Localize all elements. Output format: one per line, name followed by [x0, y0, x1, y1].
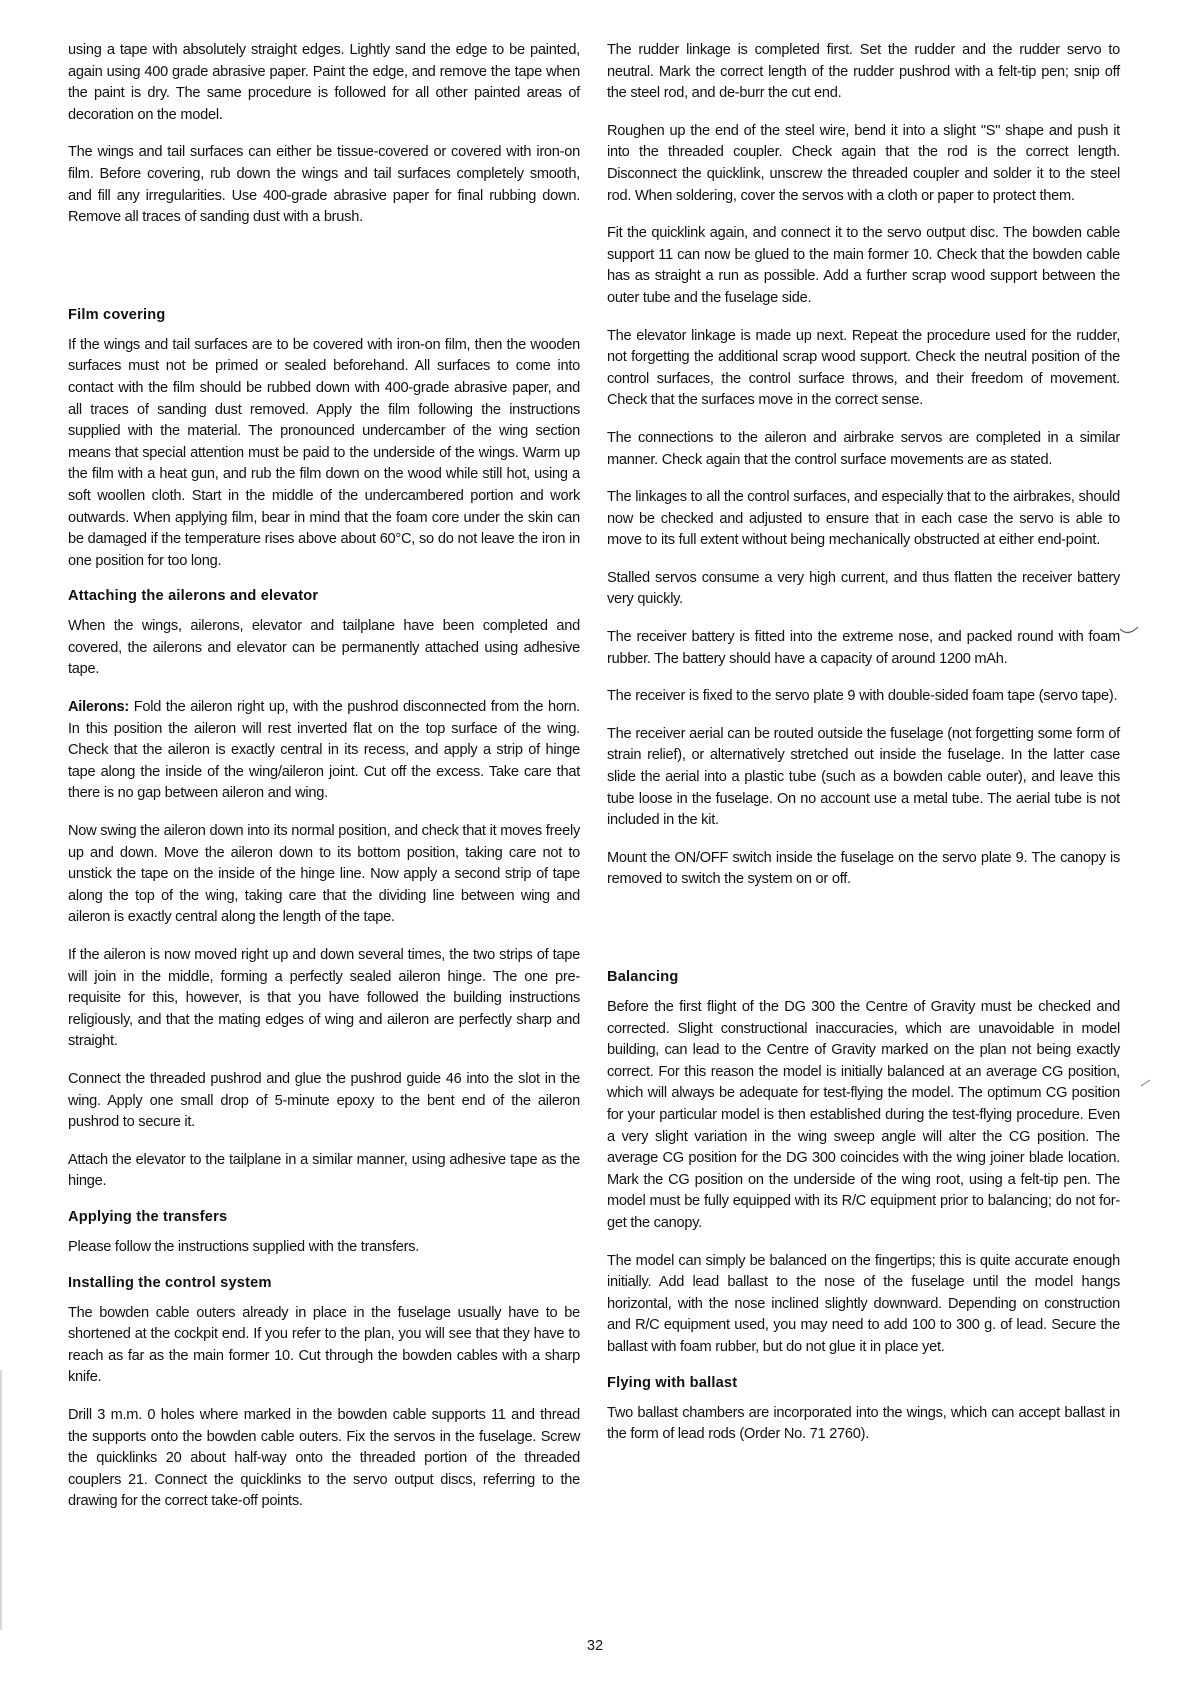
- paragraph-transfers: Please follow the instructions supplied with the transfers.: [68, 1238, 420, 1255]
- paragraph-balancing-cg: Before the first flight of the DG 300 the Centre of Gravity must be checked and corrected. Slight constructional inaccuracies, which are unavoidable in model building, can lead to the Centre of Gravity marked on the plan not being exactly correct. For this reason the model is initially balanced at an average CG position, which will always be adequate for test-flying the model. The optimum CG position for your particular model is then established during the test-flying procedure. Even a very slight variation in the wing sweep angle will alter the CG position. The average CG position for the DG 300 coincides with the wing joiner blade location. Mark the CG position on the underside of the wing root, using a felt-tip pen. The model must be fully equipped with its R/C equipment prior to balancing; do not for-get the canopy.: [607, 999, 1120, 1231]
- heading-installing-control: Installing the control system: [68, 1274, 272, 1291]
- paragraph-ailerons: [68, 697, 580, 805]
- paragraph-ballast-chambers: Two ballast chambers are incorporated into the wings, which can accept ballast in the form of lead rods (Order No. 71 2760).: [607, 1404, 1120, 1443]
- page-number: 32: [586, 1638, 604, 1654]
- paragraph-film-covering: If the wings and tail surfaces are to be covered with iron-on film, then the wooden surfaces must not be primed or sealed beforehand. All surfaces to come into contact with the film should be rubbed down with 400-grade abrasive paper, and all traces of sanding dust removed. Apply the film following the instructions supplied with the material. The pronounced undercamber of the wing section means that special attention must be paid to the underside of the wings. Warm up the film with a heat gun, and rub the film down on the wood while still hot, using a soft woollen cloth. Start in the middle of the undercambered portion and work outwards. When applying film, bear in mind that the foam core under the skin can be damaged if the temperature rises above about 60°C, so do not leave the iron in one position for too long.: [68, 336, 580, 569]
- pencil-mark: [1118, 625, 1140, 639]
- paragraph-switch: Mount the ON/OFF switch inside the fuselage on the servo plate 9. The canopy is removed to switch the system on or off.: [607, 849, 1120, 888]
- heading-flying-ballast: Flying with ballast: [607, 1374, 738, 1391]
- paragraph-aerial: The receiver aerial can be routed outside the fuselage (not forgetting some form of strain relief), or alternatively stretched out inside the fuselage. In the latter case slide the aerial into a plastic tube (such as a bowden cable outer), and leave this tube loose in the fuselage. On no account use a metal tube. The aerial tube is not included in the kit.: [607, 725, 1120, 829]
- paragraph-painting: using a tape with absolutely straight edges. Lightly sand the edge to be painted, again using 400 grade abrasive paper. Paint the edge, and remove the tape when the paint is dry. The same procedure is followed for all other painted areas of decoration on the model.: [68, 42, 580, 123]
- pencil-mark: [1140, 1078, 1152, 1088]
- ailerons-label: Ailerons:: [68, 699, 129, 716]
- paragraph-elevator-linkage: The elevator linkage is made up next. Repeat the procedure used for the rudder, not forgetting the additional scrap wood support. Check the neutral position of the control surfaces, the control surface throws, and their freedom of movement. Check that the surfaces move in the correct sense.: [607, 327, 1120, 409]
- paragraph-receiver: The receiver is fixed to the servo plate 9 with double-sided foam tape (servo tape).: [607, 688, 1118, 705]
- paragraph-linkage-check: The linkages to all the control surfaces, and especially that to the airbrakes, should now be checked and adjusted to ensure that in each case the servo is able to move to its full extent without being mechanically obstructed at either end-point.: [607, 489, 1120, 549]
- paragraph-covering-prep: The wings and tail surfaces can either be tissue-covered or covered with iron-on film. Before covering, rub down the wings and tail surfaces completely smooth, and fill any irregularities. Use 400-grade abrasive paper for final rubbing down. Remove all traces of sanding dust with a brush.: [68, 144, 580, 226]
- paragraph-rudder-linkage: The rudder linkage is completed first. Set the rudder and the rudder servo to neutral. Mark the correct length of the rudder pushrod with a felt-tip pen; snip off the steel rod, and de-burr the cut end.: [607, 42, 1120, 102]
- binding-shadow: [0, 1370, 2, 1630]
- paragraph-receiver-battery: The receiver battery is fitted into the extreme nose, and packed round with foam rubber. The battery should have a capacity of around 1200 mAh.: [607, 629, 1120, 667]
- paragraph-attaching: When the wings, ailerons, elevator and tailplane have been completed and covered, the ailerons and elevator can be permanently attached using adhesive tape.: [68, 618, 580, 678]
- paragraph-swing-aileron: Now swing the aileron down into its normal position, and check that it moves freely up and down. Move the aileron down to its bottom position, taking care not to unstick the tape on the inside of the hinge line. Now apply a second strip of tape along the top of the wing, taking care that the dividing line between wing and aileron is exactly central along the length of the tape.: [68, 823, 580, 926]
- paragraph-pushrod: Connect the threaded pushrod and glue the pushrod guide 46 into the slot in the wing. Apply one small drop of 5-minute epoxy to the bent end of the aileron pushrod to secure it.: [68, 1070, 580, 1131]
- heading-attaching-ailerons: Attaching the ailerons and elevator: [68, 588, 319, 605]
- left-column: [68, 40, 580, 1529]
- paragraph-drill-holes: Drill 3 m.m. 0 holes where marked in the bowden cable supports 11 and thread the supports onto the bowden cable outers. Fix the servos in the fuselage. Screw the quicklinks 20 about half-way onto the threaded portion of the threaded couplers 21. Connect the quicklinks to the servo output discs, referring to the drawing for the correct take-off points.: [68, 1406, 580, 1510]
- heading-balancing: Balancing: [607, 969, 679, 985]
- paragraph-elevator: Attach the elevator to the tailplane in a similar manner, using adhesive tape as the hinge.: [68, 1151, 580, 1190]
- paragraph-aileron-airbrake: The connections to the aileron and airbrake servos are completed in a similar manner. Check again that the control surface movements are as stated.: [607, 429, 1120, 468]
- heading-film-covering: Film covering: [68, 306, 166, 323]
- paragraph-balancing-fingertips: The model can simply be balanced on the fingertips; this is quite accurate enough initially. Add lead ballast to the nose of the fuselage until the model hangs horizontal, with the nose inclined slightly downward. Depending on construction and R/C equipment used, you may need to add 100 to 300 g. of lead. Secure the ballast with foam rubber, but do not glue it in place yet.: [607, 1252, 1120, 1355]
- ailerons-text: Fold the aileron right up, with the pushrod disconnected from the horn. In this position the aileron will rest inverted flat on the top surface of the wing. Check that the aileron is exactly central in its recess, and apply a strip of hinge tape along the inside of the wing/aileron joint. Cut off the excess. Take care that there is no gap between aileron and wing.: [68, 699, 580, 802]
- right-column: [607, 40, 1120, 1462]
- heading-applying-transfers: Applying the transfers: [68, 1208, 228, 1225]
- paragraph-roughen-wire: Roughen up the end of the steel wire, bend it into a slight "S" shape and push it into the threaded coupler. Check again that the rod is the correct length. Disconnect the quicklink, unscrew the threaded coupler and solder it to the steel rod. When soldering, cover the servos with a cloth or paper to protect them.: [607, 122, 1120, 204]
- paragraph-bowden-cables: The bowden cable outers already in place in the fuselage usually have to be shortened at the cockpit end. If you refer to the plan, you will see that they have to reach as far as the main former 10. Cut through the bowden cables with a sharp knife.: [68, 1304, 580, 1386]
- paragraph-aileron-hinge: If the aileron is now moved right up and down several times, the two strips of tape will join in the middle, forming a perfectly sealed aileron hinge. The one pre-requisite for this, however, is that you have followed the building instructions religiously, and that the mating edges of wing and aileron are perfectly sharp and straight.: [68, 947, 580, 1050]
- paragraph-stalled-servos: Stalled servos consume a very high current, and thus flatten the receiver battery very quickly.: [607, 569, 1120, 608]
- paragraph-fit-quicklink: Fit the quicklink again, and connect it to the servo output disc. The bowden cable support 11 can now be glued to the main former 10. Check that the bowden cable has as straight a run as possible. Add a further scrap wood support between the outer tube and the fuselage side.: [607, 225, 1120, 306]
